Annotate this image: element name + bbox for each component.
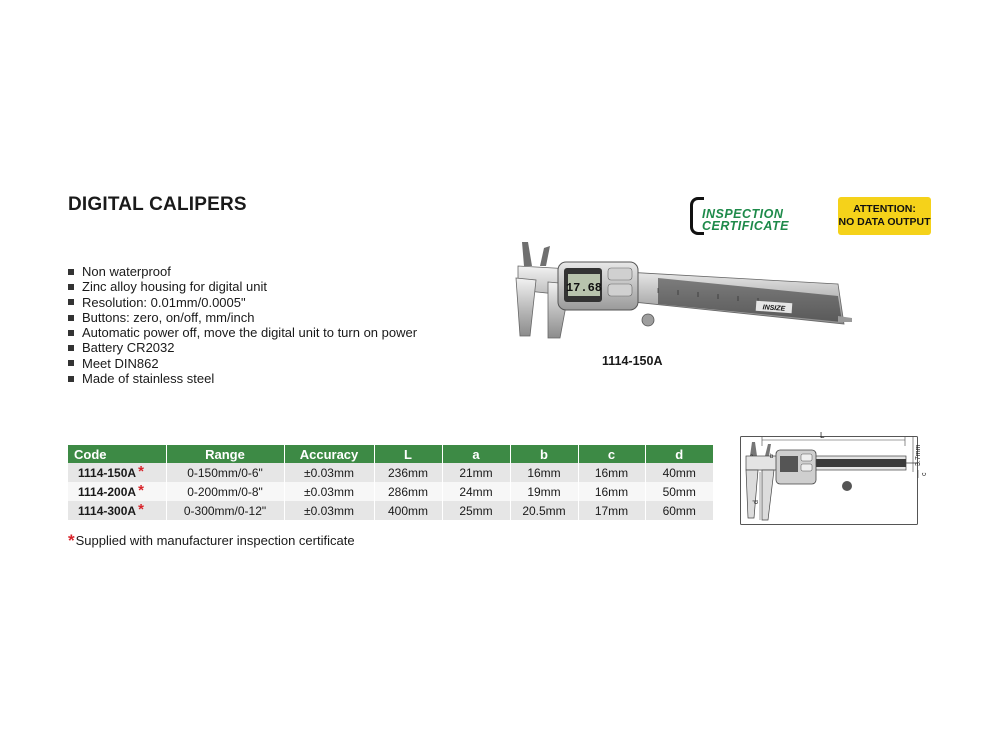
square-bullet-icon <box>68 345 74 351</box>
feature-text: Non waterproof <box>82 264 171 279</box>
feature-text: Battery CR2032 <box>82 340 175 356</box>
attention-badge <box>838 197 931 235</box>
cell-code <box>68 482 166 501</box>
cell-code <box>68 501 166 520</box>
square-bullet-icon <box>68 360 74 366</box>
table-row <box>68 501 713 520</box>
footnote <box>68 530 355 550</box>
cell-range: 0-300mm/0-12" <box>166 501 284 520</box>
cell-a: 21mm <box>442 463 510 482</box>
cell-d: 40mm <box>645 463 713 482</box>
caliper-display-reading: 17.68 <box>565 281 603 295</box>
dimension-diagram <box>740 428 935 528</box>
cell-range: 0-150mm/0-6" <box>166 463 284 482</box>
footnote-text: Supplied with manufacturer inspection certificate <box>75 533 355 548</box>
table-row <box>68 463 713 482</box>
cell-c: 16mm <box>578 463 645 482</box>
digital-caliper-photo <box>508 238 853 346</box>
feature-text: Resolution: 0.01mm/0.0005" <box>82 294 246 310</box>
spec-table <box>68 445 713 520</box>
cell-accuracy: ±0.03mm <box>284 463 374 482</box>
feature-text: Buttons: zero, on/off, mm/inch <box>82 309 255 325</box>
cell-d: 60mm <box>645 501 713 520</box>
col-header-b: b <box>510 445 578 463</box>
col-header-c: c <box>578 445 645 463</box>
code-text: 1114-150A <box>78 466 137 480</box>
certificate-line-2: CERTIFICATE <box>702 219 789 233</box>
caliper-brand: INSIZE <box>762 304 786 313</box>
feature-list <box>68 264 417 386</box>
col-header-l: L <box>374 445 442 463</box>
attention-line-1: ATTENTION: <box>853 203 916 215</box>
cell-d: 50mm <box>645 482 713 501</box>
cell-accuracy: ±0.03mm <box>284 501 374 520</box>
cell-l: 236mm <box>374 463 442 482</box>
feature-item <box>68 371 417 386</box>
feature-item <box>68 325 417 340</box>
footnote-asterisk: * <box>68 531 75 550</box>
table-row <box>68 482 713 501</box>
attention-line-2: NO DATA OUTPUT <box>838 216 931 228</box>
col-header-a: a <box>442 445 510 463</box>
table-header-row <box>68 445 713 463</box>
cell-l: 286mm <box>374 482 442 501</box>
cell-l: 400mm <box>374 501 442 520</box>
diagram-label-l: L <box>820 431 825 440</box>
feature-text: Zinc alloy housing for digital unit <box>82 279 267 295</box>
cell-a: 24mm <box>442 482 510 501</box>
col-header-accuracy: Accuracy <box>284 445 374 463</box>
certificate-text <box>702 208 789 232</box>
col-header-code: Code <box>68 445 166 463</box>
asterisk-marker: * <box>138 463 144 480</box>
cell-a: 25mm <box>442 501 510 520</box>
page-title: DIGITAL CALIPERS <box>68 194 247 215</box>
cell-c: 17mm <box>578 501 645 520</box>
cell-b: 20.5mm <box>510 501 578 520</box>
code-text: 1114-300A <box>78 504 137 518</box>
diagram-label-c: c <box>921 472 928 476</box>
certificate-line-1: INSPECTION <box>702 207 784 221</box>
feature-text: Automatic power off, move the digital unit to turn on power <box>82 325 418 341</box>
asterisk-marker: * <box>138 501 144 518</box>
feature-item <box>68 264 417 279</box>
square-bullet-icon <box>68 269 74 275</box>
cell-b: 19mm <box>510 482 578 501</box>
feature-item <box>68 279 417 294</box>
col-header-range: Range <box>166 445 284 463</box>
square-bullet-icon <box>68 330 74 336</box>
col-header-d: d <box>645 445 713 463</box>
diagram-label-thickness: 3.7mm <box>915 444 922 466</box>
diagram-label-d: d <box>753 500 760 504</box>
cell-c: 16mm <box>578 482 645 501</box>
feature-item <box>68 295 417 310</box>
asterisk-marker: * <box>138 482 144 499</box>
feature-text: Meet DIN862 <box>82 355 159 371</box>
code-text: 1114-200A <box>78 485 137 499</box>
square-bullet-icon <box>68 376 74 382</box>
feature-text: Made of stainless steel <box>82 371 215 387</box>
inspection-certificate-badge <box>690 197 810 237</box>
product-model-label: 1114-150A <box>602 354 663 368</box>
feature-item <box>68 310 417 325</box>
cell-range: 0-200mm/0-8" <box>166 482 284 501</box>
feature-item <box>68 340 417 355</box>
cell-b: 16mm <box>510 463 578 482</box>
feature-item <box>68 356 417 371</box>
cell-code <box>68 463 166 482</box>
square-bullet-icon <box>68 284 74 290</box>
square-bullet-icon <box>68 315 74 321</box>
square-bullet-icon <box>68 299 74 305</box>
cell-accuracy: ±0.03mm <box>284 482 374 501</box>
diagram-label-b: b <box>770 454 774 460</box>
